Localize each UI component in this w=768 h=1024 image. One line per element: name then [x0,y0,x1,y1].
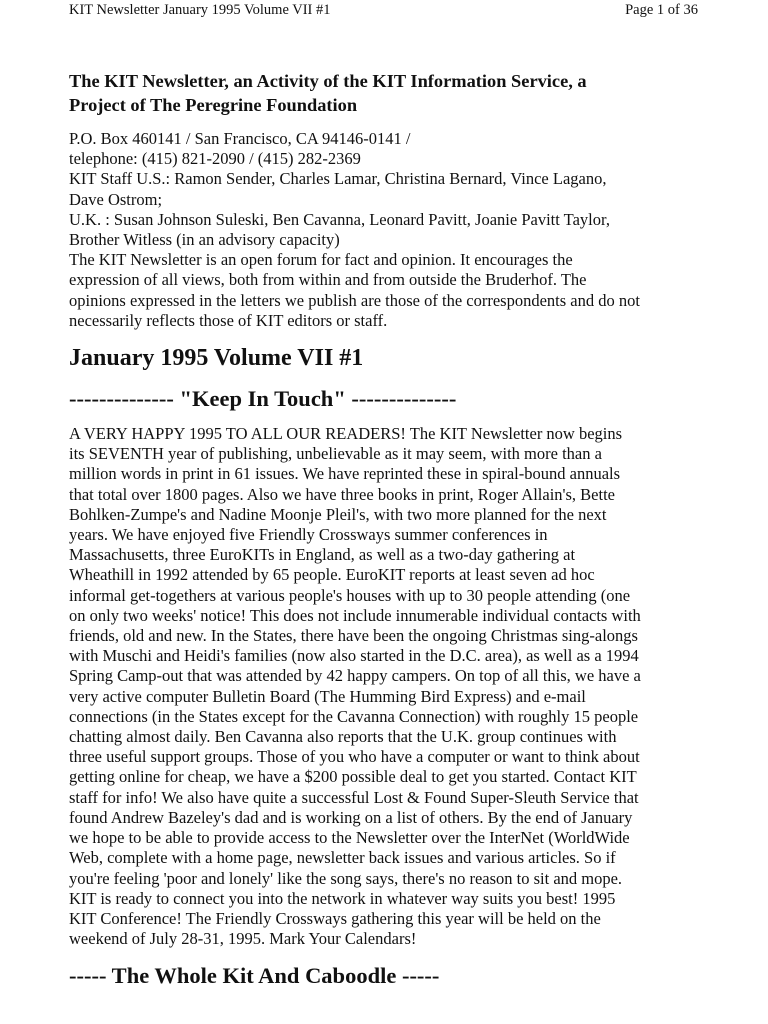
masthead-line: Project of The Peregrine Foundation [69,95,358,115]
paragraph-line: you're feeling 'poor and lonely' like the song says, there's no reason to sit and mope. [69,868,623,888]
paragraph-line: connections (in the States except for the Cavanna Connection) with roughly 15 people [69,706,639,726]
document-body [69,69,709,990]
section-heading-keep-in-touch: -------------- "Keep In Touch" -------------- [69,386,457,412]
paragraph-line: friends, old and new. In the States, there have been the ongoing Christmas sing-alongs [69,626,638,646]
us-staff-list-continued: Dave Ostrom; [69,189,163,209]
masthead-title [69,69,709,117]
issue-heading: January 1995 Volume VII #1 [69,345,364,372]
uk-staff-list: U.K. : Susan Johnson Suleski, Ben Cavanna, Leonard Pavitt, Joanie Pavitt Taylor, [69,209,610,229]
paragraph-line: with Muschi and Heidi's families (now also started in the D.C. area), as well as a 1994 [69,646,639,666]
paragraph-line: three useful support groups. Those of you who have a computer or want to think about [69,747,640,767]
paragraph-line: found Andrew Bazeley's dad and is working on a list of others. By the end of January [69,807,633,827]
paragraph-line: we hope to be able to provide access to the Newsletter over the InterNet (WorldWide [69,828,630,848]
paragraph-line: on only two weeks' notice! This does not include innumerable individual contacts with [69,605,641,625]
editorial-policy: opinions expressed in the letters we publish are those of the correspondents and do not [69,290,640,310]
paragraph-line: million words in print in 61 issues. We have reprinted these in spiral-bound annuals [69,464,621,484]
paragraph-line: very active computer Bulletin Board (The Humming Bird Express) and e-mail [69,686,586,706]
paragraph-line: getting online for cheap, we have a $200 possible deal to get you started. Contact KIT [69,767,637,787]
paragraph-line: chatting almost daily. Ben Cavanna also reports that the U.K. group continues with [69,727,617,747]
paragraph-line: KIT Conference! The Friendly Crossways gathering this year will be held on the [69,908,601,928]
editorial-policy: expression of all views, both from within and from outside the Bruderhof. The [69,270,587,290]
postal-address: P.O. Box 460141 / San Francisco, CA 94146-0141 / [69,129,411,148]
paragraph-line: Massachusetts, three EuroKITs in England, as well as a two-day gathering at [69,545,576,565]
telephone-numbers: telephone: (415) 821-2090 / (415) 282-2369 [69,149,361,169]
page-header [0,0,768,20]
paragraph-line: Bohlken-Zumpe's and Nadine Moonje Pleil's, with two more planned for the next [69,504,607,524]
keep-in-touch-paragraph [69,424,709,949]
header-title: KIT Newsletter January 1995 Volume VII #1 [69,2,331,18]
masthead-line: The KIT Newsletter, an Activity of the KIT Information Service, a [69,71,587,91]
paragraph-line: staff for info! We also have quite a successful Lost & Found Super-Sleuth Service that [69,787,639,807]
paragraph-line: that total over 1800 pages. Also we have three books in print, Roger Allain's, Bette [69,484,615,504]
paragraph-line: weekend of July 28-31, 1995. Mark Your Calendars! [69,929,417,949]
editorial-policy: The KIT Newsletter is an open forum for fact and opinion. It encourages the [69,250,573,270]
paragraph-line: years. We have enjoyed five Friendly Crossways summer conferences in [69,525,548,545]
us-staff-list: KIT Staff U.S.: Ramon Sender, Charles Lamar, Christina Bernard, Vince Lagano, [69,169,607,189]
paragraph-line: Wheathill in 1992 attended by 65 people. EuroKIT reports at least seven ad hoc [69,565,595,585]
contact-and-staff-info [69,129,709,331]
page-number: Page 1 of 36 [625,2,698,18]
paragraph-line: Spring Camp-out that was attended by 42 happy campers. On top of all this, we have a [69,666,641,686]
paragraph-line: KIT is ready to connect you into the network in whatever way suits you best! 1995 [69,888,616,908]
section-heading-whole-kit-and-caboodle: ----- The Whole Kit And Caboodle ----- [69,963,440,989]
paragraph-line: A VERY HAPPY 1995 TO ALL OUR READERS! The KIT Newsletter now begins [69,424,623,444]
uk-staff-list-continued: Brother Witless (in an advisory capacity) [69,230,340,250]
paragraph-line: its SEVENTH year of publishing, unbelievable as it may seem, with more than a [69,444,602,464]
paragraph-line: Web, complete with a home page, newsletter back issues and various articles. So if [69,848,616,868]
paragraph-line: informal get-togethers at various people's houses with up to 30 people attending (one [69,585,631,605]
editorial-policy: necessarily reflects those of KIT editors or staff. [69,310,388,330]
